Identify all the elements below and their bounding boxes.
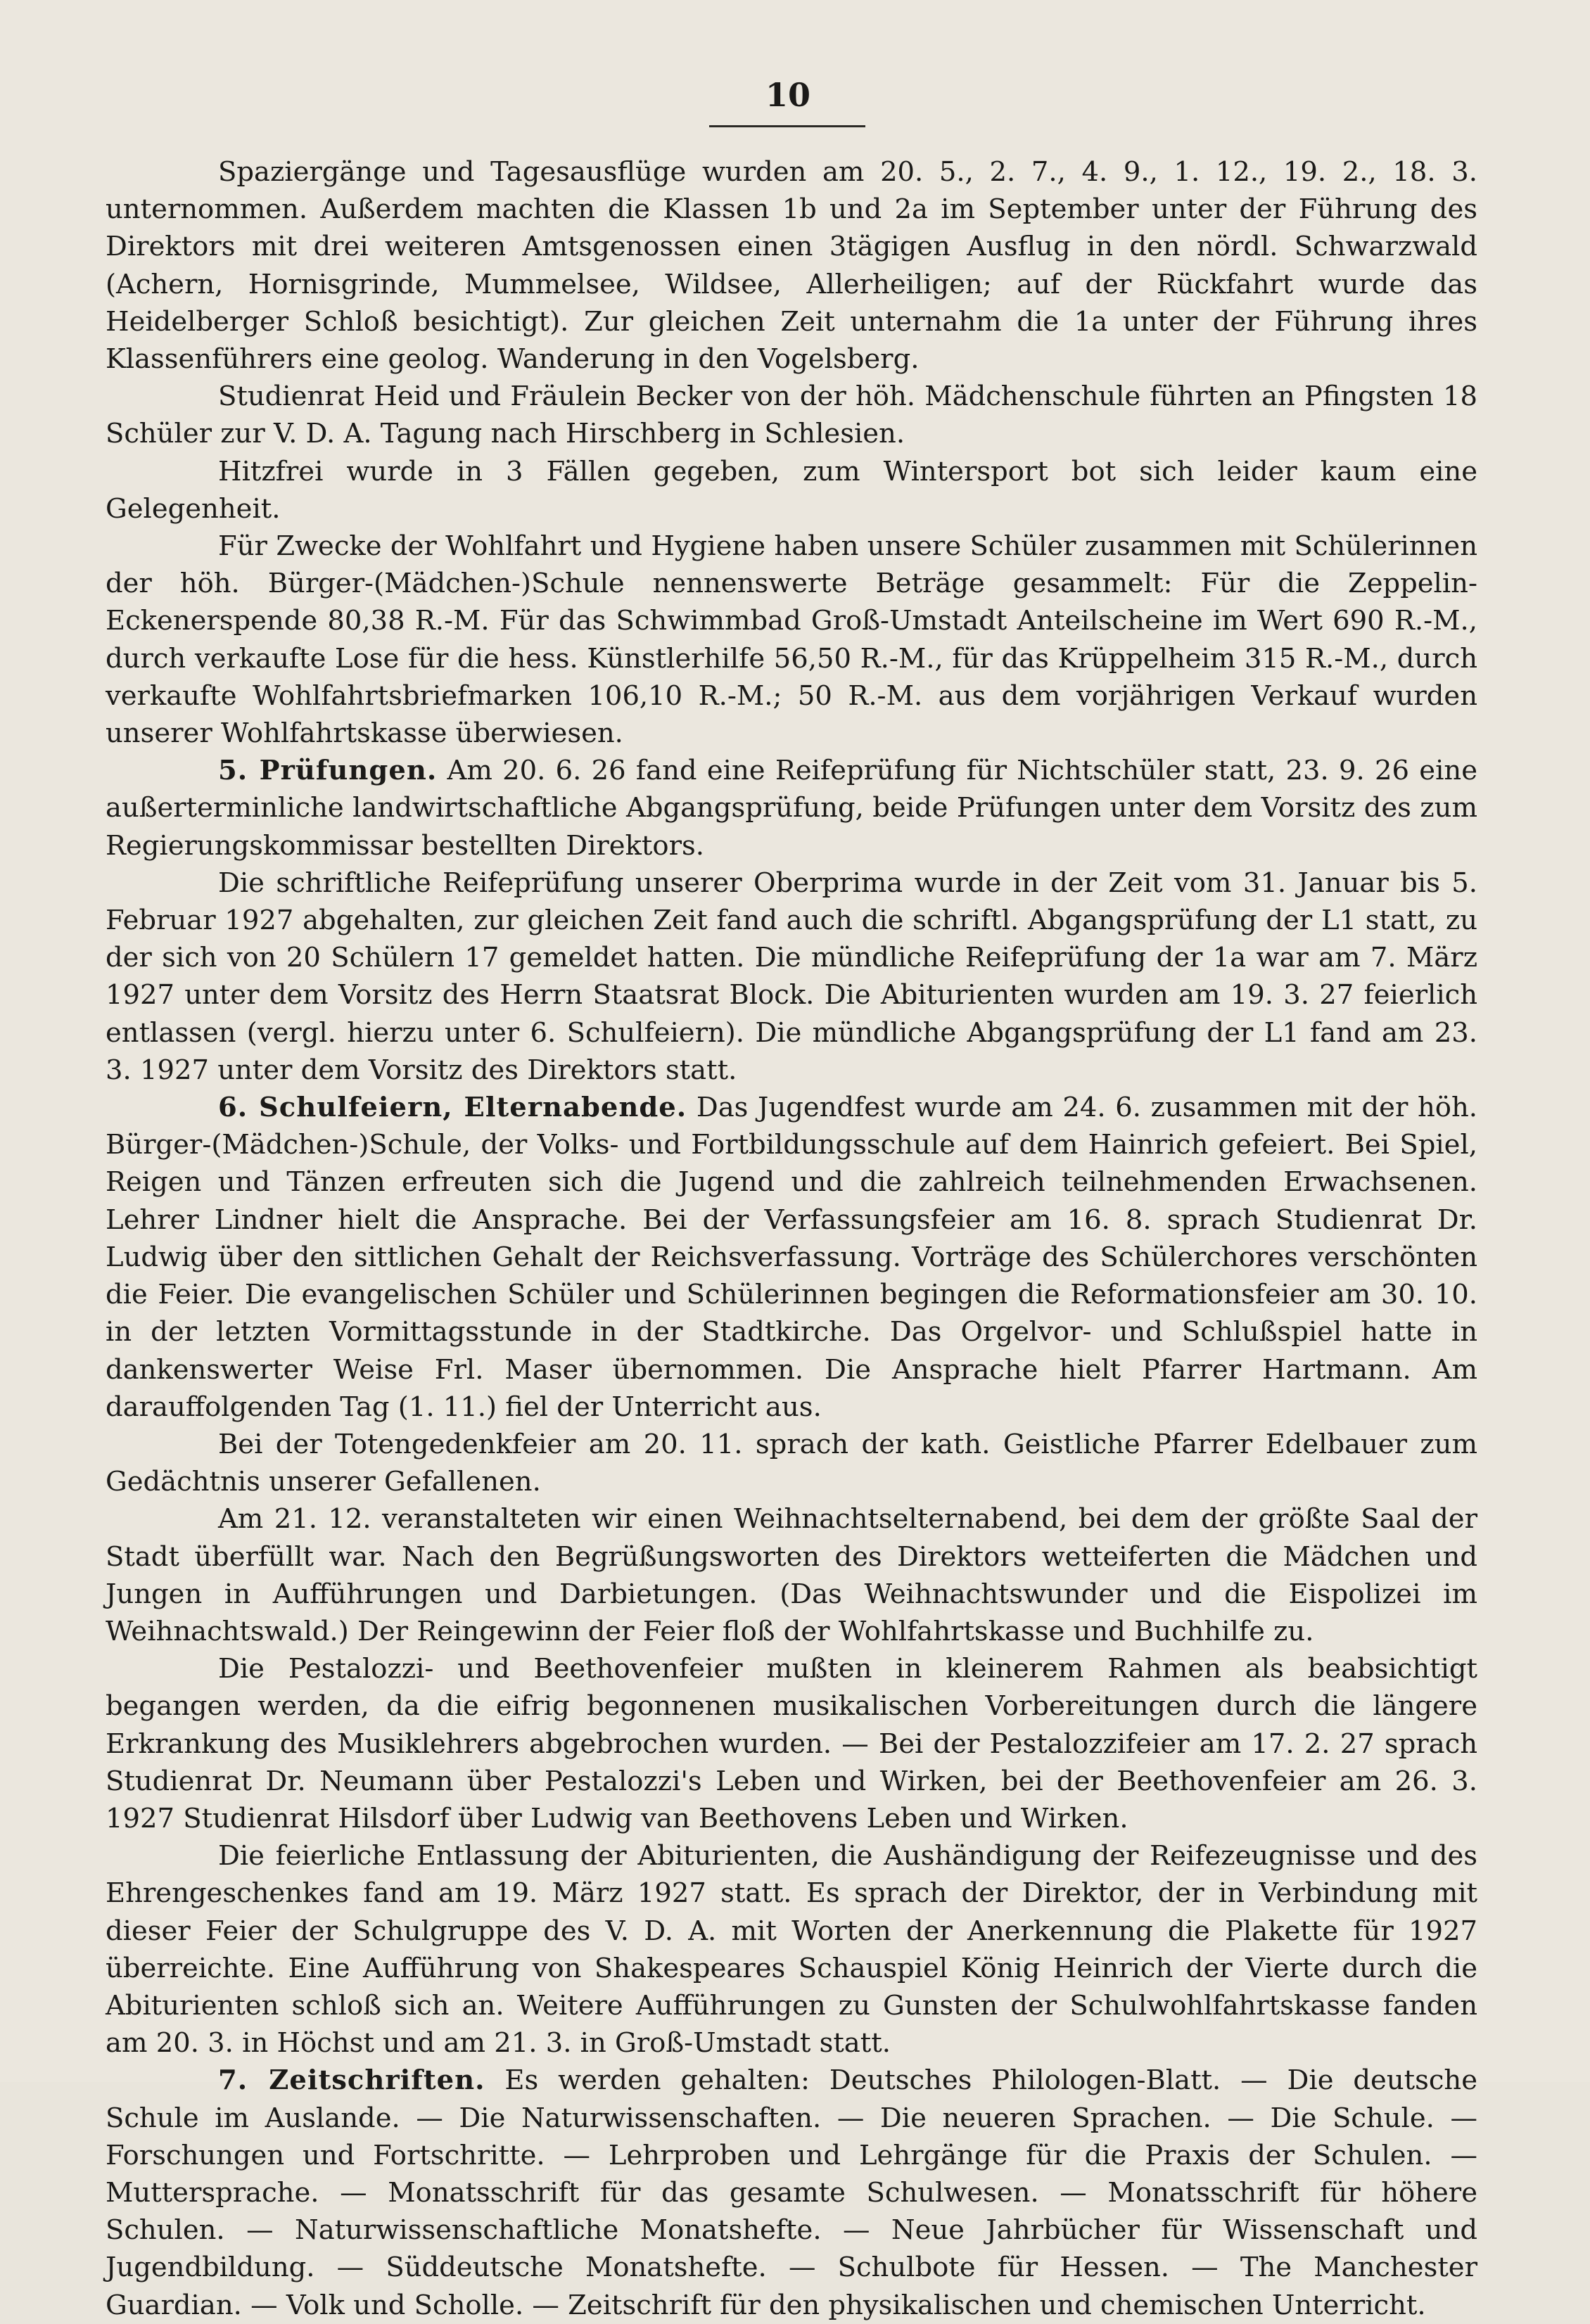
paragraph-totengedenkfeier: Bei der Totengedenkfeier am 20. 11. sprach der kath. Geistliche Pfarrer Edelbauer zum Gedächtnis unserer Gefallenen.: [106, 1428, 1477, 1498]
paragraph-pestalozzi-beethoven: Die Pestalozzi- und Beethovenfeier mußten in kleinerem Rahmen als beabsichtigt begangen werden, da die eifrig begonnenen musikalischen Vorbereitungen durch die längere Erkrankung des Musiklehrers abgebrochen wurden. — Bei der Pestalozzifeier am 17. 2. 27 sprach Studienrat Dr. Neumann über Pestalozzi's Leben und Wirken, bei der Beethovenfeier am 26. 3. 1927 Studienrat Hilsdorf über Ludwig van Beethovens Leben und Wirken.: [106, 1653, 1477, 1834]
paragraph-wohlfahrt: Für Zwecke der Wohlfahrt und Hygiene haben unsere Schüler zusammen mit Schülerinnen der höh. Bürger-(Mädchen-)Schule nennenswerte Beträge gesammelt: Für die Zeppelin-Eckenerspende 80,38 R.-M. Für das Schwimmbad Groß-Umstadt Anteilscheine im Wert 690 R.-M., durch verkaufte Lose für die hess. Künstlerhilfe 56,50 R.-M., für das Krüppelheim 315 R.-M., durch verkaufte Wohlfahrtsbriefmarken 106,10 R.-M.; 50 R.-M. aus dem vorjährigen Verkauf wurden unserer Wohlfahrtskasse überwiesen.: [106, 530, 1477, 750]
body-text: [106, 153, 1477, 2324]
paragraph-excursions: Spaziergänge und Tagesausflüge wurden am 20. 5., 2. 7., 4. 9., 1. 12., 19. 2., 18. 3. unternommen. Außerdem machten die Klassen 1b und 2a im September unter der Führung des Direktors mit drei weiteren Amtsgenossen einen 3tägigen Ausflug in den nördl. Schwarzwald (Achern, Hornisgrinde, Mummelsee, Wildsee, Allerheiligen; auf der Rückfahrt wurde das Heidelberger Schloß besichtigt). Zur gleichen Zeit unternahm die 1a unter der Führung ihres Klassenführers eine geolog. Wanderung in den Vogelsberg.: [106, 156, 1477, 376]
page-number-rule: [709, 125, 865, 127]
paragraph-weihnachtselternabend: Am 21. 12. veranstalteten wir einen Weihnachtselternabend, bei dem der größte Saal der Stadt überfüllt war. Nach den Begrüßungsworten des Direktors wetteiferten die Mädchen und Jungen in Aufführungen und Darbietungen. (Das Weihnachtswunder und die Eispolizei im Weihnachtswald.) Der Reingewinn der Feier floß der Wohlfahrtskasse und Buchhilfe zu.: [106, 1503, 1477, 1647]
paragraph-reifepruefung: Die schriftliche Reifeprüfung unserer Oberprima wurde in der Zeit vom 31. Januar bis 5. Februar 1927 abgehalten, zur gleichen Zeit fand auch die schriftl. Abgangsprüfung der L1 statt, zu der sich von 20 Schülern 17 gemeldet hatten. Die mündliche Reifeprüfung der 1a war am 7. März 1927 unter dem Vorsitz des Herrn Staatsrat Block. Die Abiturienten wurden am 19. 3. 27 feierlich entlassen (vergl. hierzu unter 6. Schulfeiern). Die mündliche Abgangsprüfung der L1 fand am 23. 3. 1927 unter dem Vorsitz des Direktors statt.: [106, 867, 1477, 1086]
page-number: 10: [765, 76, 810, 114]
section-heading-zeitschriften: 7. Zeitschriften.: [218, 2064, 485, 2097]
paragraph-hitzfrei: Hitzfrei wurde in 3 Fällen gegeben, zum Wintersport bot sich leider kaum eine Gelegenheit.: [106, 455, 1477, 525]
paragraph-schulfeiern: 6. Schulfeiern, Elternabende. Das Jugendfest wurde am 24. 6. zusammen mit der höh. Bürger-(Mädchen-)Schule, der Volks- und Fortbildungsschule auf dem Hainrich gefeiert. Bei Spiel, Reigen und Tänzen erfreuten sich die Jugend und die zahlreich teilnehmenden Erwachsenen. Lehrer Lindner hielt die Ansprache. Bei der Verfassungsfeier am 16. 8. sprach Studienrat Dr. Ludwig über den sittlichen Gehalt der Reichsverfassung. Vorträge des Schülerchores verschönten die Feier. Die evangelischen Schüler und Schülerinnen begingen die Reformationsfeier am 30. 10. in der letzten Vormittagsstunde in der Stadtkirche. Das Orgelvor- und Schlußspiel hatte in dankenswerter Weise Frl. Maser übernommen. Die Ansprache hielt Pfarrer Hartmann. Am darauffolgenden Tag (1. 11.) fiel der Unterricht aus.: [106, 1092, 1477, 1423]
paragraph-zeitschriften: 7. Zeitschriften. Es werden gehalten: Deutsches Philologen-Blatt. — Die deutsche Schule im Auslande. — Die Naturwissenschaften. — Die neueren Sprachen. — Die Schule. — Forschungen und Fortschritte. — Lehrproben und Lehrgänge für die Praxis der Schulen. — Muttersprache. — Monatsschrift für das gesamte Schulwesen. — Monatsschrift für höhere Schulen. — Naturwissenschaftliche Monatshefte. — Neue Jahrbücher für Wissenschaft und Jugendbildung. — Süddeutsche Monatshefte. — Schulbote für Hessen. — The Manchester Guardian. — Volk und Scholle. — Zeitschrift für den physikalischen und chemischen Unterricht.: [106, 2064, 1477, 2321]
paragraph-vda-tagung: Studienrat Heid und Fräulein Becker von der höh. Mädchenschule führten an Pfingsten 18 Schüler zur V. D. A. Tagung nach Hirschberg in Schlesien.: [106, 381, 1477, 450]
paragraph-entlassung: Die feierliche Entlassung der Abiturienten, die Aushändigung der Reifezeugnisse und des Ehrengeschenkes fand am 19. März 1927 statt. Es sprach der Direktor, der in Verbindung mit dieser Feier der Schulgruppe des V. D. A. mit Worten der Anerkennung die Plakette für 1927 überreichte. Eine Aufführung von Shakespeares Schauspiel König Heinrich der Vierte durch die Abiturienten schloß sich an. Weitere Aufführungen zu Gunsten der Schulwohlfahrtskasse fanden am 20. 3. in Höchst und am 21. 3. in Groß-Umstadt statt.: [106, 1840, 1477, 2060]
section-heading-pruefungen: 5. Prüfungen.: [218, 755, 438, 787]
paragraph-pruefungen: 5. Prüfungen. Am 20. 6. 26 fand eine Reifeprüfung für Nichtschüler statt, 23. 9. 26 eine außerterminliche landwirtschaftliche Abgangsprüfung, beide Prüfungen unter dem Vorsitz des zum Regierungskommissar bestellten Direktors.: [106, 755, 1477, 862]
section-heading-schulfeiern: 6. Schulfeiern, Elternabende.: [218, 1092, 687, 1124]
